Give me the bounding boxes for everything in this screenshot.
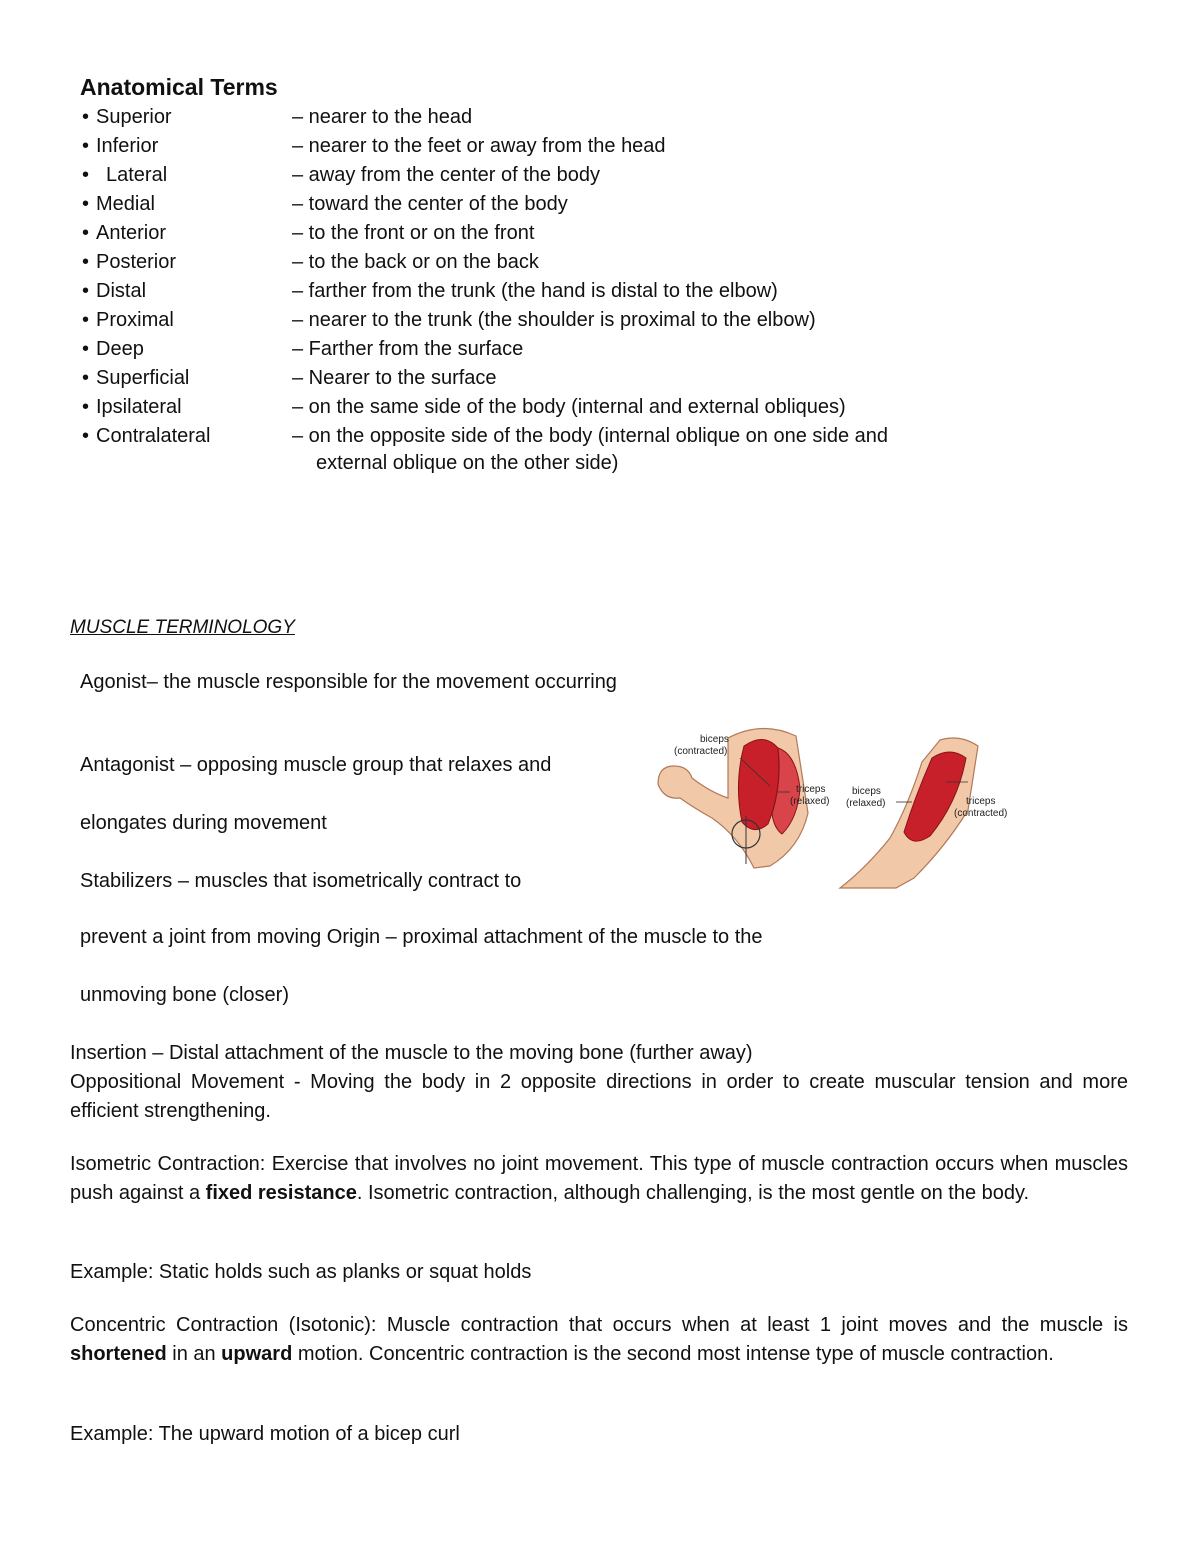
term-distal (82, 280, 146, 303)
term-label: Proximal (96, 309, 174, 331)
extended-arm-figure (840, 738, 1007, 888)
term-label: Contralateral (96, 425, 211, 447)
label-biceps-contracted: (contracted) (674, 746, 728, 757)
concentric-text-a: Concentric Contraction (Isotonic): Muscle contraction that occurs when at least 1 joint moves and the muscle is (70, 1314, 1128, 1336)
bullet-icon: • (82, 106, 90, 128)
antagonist-line: Antagonist – opposing muscle group that relaxes and (80, 754, 552, 776)
section-title-muscle-terminology: MUSCLE TERMINOLOGY (70, 617, 295, 638)
definition-lateral: – away from the center of the body (292, 164, 600, 186)
definition-ipsilateral: – on the same side of the body (internal and external obliques) (292, 396, 846, 418)
label-triceps-left: triceps (796, 784, 826, 795)
flexed-arm-figure (658, 728, 829, 868)
section-title-anatomical-terms: Anatomical Terms (80, 74, 278, 100)
isometric-bold-fixed-resistance: fixed resistance (205, 1182, 357, 1204)
contralateral-definition-continuation: external oblique on the other side) (316, 452, 619, 474)
label-triceps-relaxed: (relaxed) (790, 796, 830, 807)
definition-contralateral: – on the opposite side of the body (internal oblique on one side and (292, 425, 888, 447)
term-superior (82, 106, 172, 129)
term-label: Lateral (106, 164, 168, 186)
agonist-line: Agonist– the muscle responsible for the movement occurring (80, 671, 617, 693)
biceps-triceps-illustration (650, 718, 1020, 890)
concentric-contraction-paragraph (70, 1311, 1128, 1369)
isometric-contraction-paragraph (70, 1150, 1128, 1208)
antagonist-line-continued: elongates during movement (80, 812, 327, 834)
definition-inferior: – nearer to the feet or away from the head (292, 135, 666, 157)
term-label: Superior (96, 106, 172, 128)
oppositional-movement-paragraph (70, 1068, 1128, 1126)
term-contralateral (82, 425, 211, 448)
origin-line-continued: unmoving bone (closer) (80, 984, 289, 1006)
term-inferior (82, 135, 158, 158)
stabilizers-line: Stabilizers – muscles that isometrically contract to (80, 870, 522, 892)
bullet-icon: • (82, 280, 90, 302)
term-label: Posterior (96, 251, 177, 273)
bullet-icon: • (82, 251, 90, 273)
term-label: Distal (96, 280, 147, 302)
bullet-icon: • (82, 367, 90, 389)
bullet-icon: • (82, 425, 90, 447)
term-anterior (82, 222, 166, 245)
definition-anterior: – to the front or on the front (292, 222, 535, 244)
bullet-icon: • (82, 396, 90, 418)
insertion-line: Insertion – Distal attachment of the muscle to the moving bone (further away) (70, 1042, 753, 1064)
term-superficial (82, 367, 189, 390)
definition-posterior: – to the back or on the back (292, 251, 539, 273)
term-lateral (82, 164, 167, 187)
concentric-text-c: motion. Concentric contraction is the second most intense type of muscle contraction. (292, 1343, 1054, 1365)
term-label: Ipsilateral (96, 396, 182, 418)
concentric-bold-upward: upward (221, 1343, 293, 1365)
label-biceps-left: biceps (700, 734, 729, 745)
origin-line: prevent a joint from moving Origin – proximal attachment of the muscle to the (80, 926, 763, 948)
definition-deep: – Farther from the surface (292, 338, 524, 360)
bullet-icon: • (82, 164, 90, 186)
term-proximal (82, 309, 174, 332)
bullet-icon: • (82, 222, 90, 244)
concentric-bold-shortened: shortened (70, 1343, 167, 1365)
term-ipsilateral (82, 396, 182, 419)
bullet-icon: • (82, 193, 90, 215)
oppositional-movement-text: Oppositional Movement - Moving the body in 2 opposite directions in order to create muscular tension and more efficient strengthening. (70, 1071, 1128, 1122)
label-triceps-right: triceps (966, 796, 996, 807)
bullet-icon: • (82, 135, 90, 157)
term-label: Deep (96, 338, 144, 360)
concentric-text-b: in an (166, 1343, 222, 1365)
term-deep (82, 338, 144, 361)
definition-superficial: – Nearer to the surface (292, 367, 497, 389)
term-label: Inferior (96, 135, 159, 157)
definition-distal: – farther from the trunk (the hand is distal to the elbow) (292, 280, 778, 302)
definition-proximal: – nearer to the trunk (the shoulder is proximal to the elbow) (292, 309, 816, 331)
definition-superior: – nearer to the head (292, 106, 473, 128)
term-label: Superficial (96, 367, 190, 389)
isometric-text-a: Isometric Contraction: Exercise that involves no joint movement. This type of muscle contraction occurs when muscles push against a (70, 1153, 1128, 1204)
bullet-icon: • (82, 338, 90, 360)
label-biceps-relaxed: (relaxed) (846, 798, 886, 809)
isometric-text-b: . Isometric contraction, although challenging, is the most gentle on the body. (356, 1182, 1030, 1204)
definition-medial: – toward the center of the body (292, 193, 568, 215)
term-label: Medial (96, 193, 155, 215)
term-label: Anterior (96, 222, 167, 244)
example-static-holds: Example: Static holds such as planks or squat holds (70, 1261, 532, 1283)
term-posterior (82, 251, 176, 274)
bullet-icon: • (82, 309, 90, 331)
example-bicep-curl: Example: The upward motion of a bicep curl (70, 1423, 460, 1445)
label-triceps-contracted: (contracted) (954, 808, 1008, 819)
label-biceps-right: biceps (852, 786, 881, 797)
term-medial (82, 193, 155, 216)
